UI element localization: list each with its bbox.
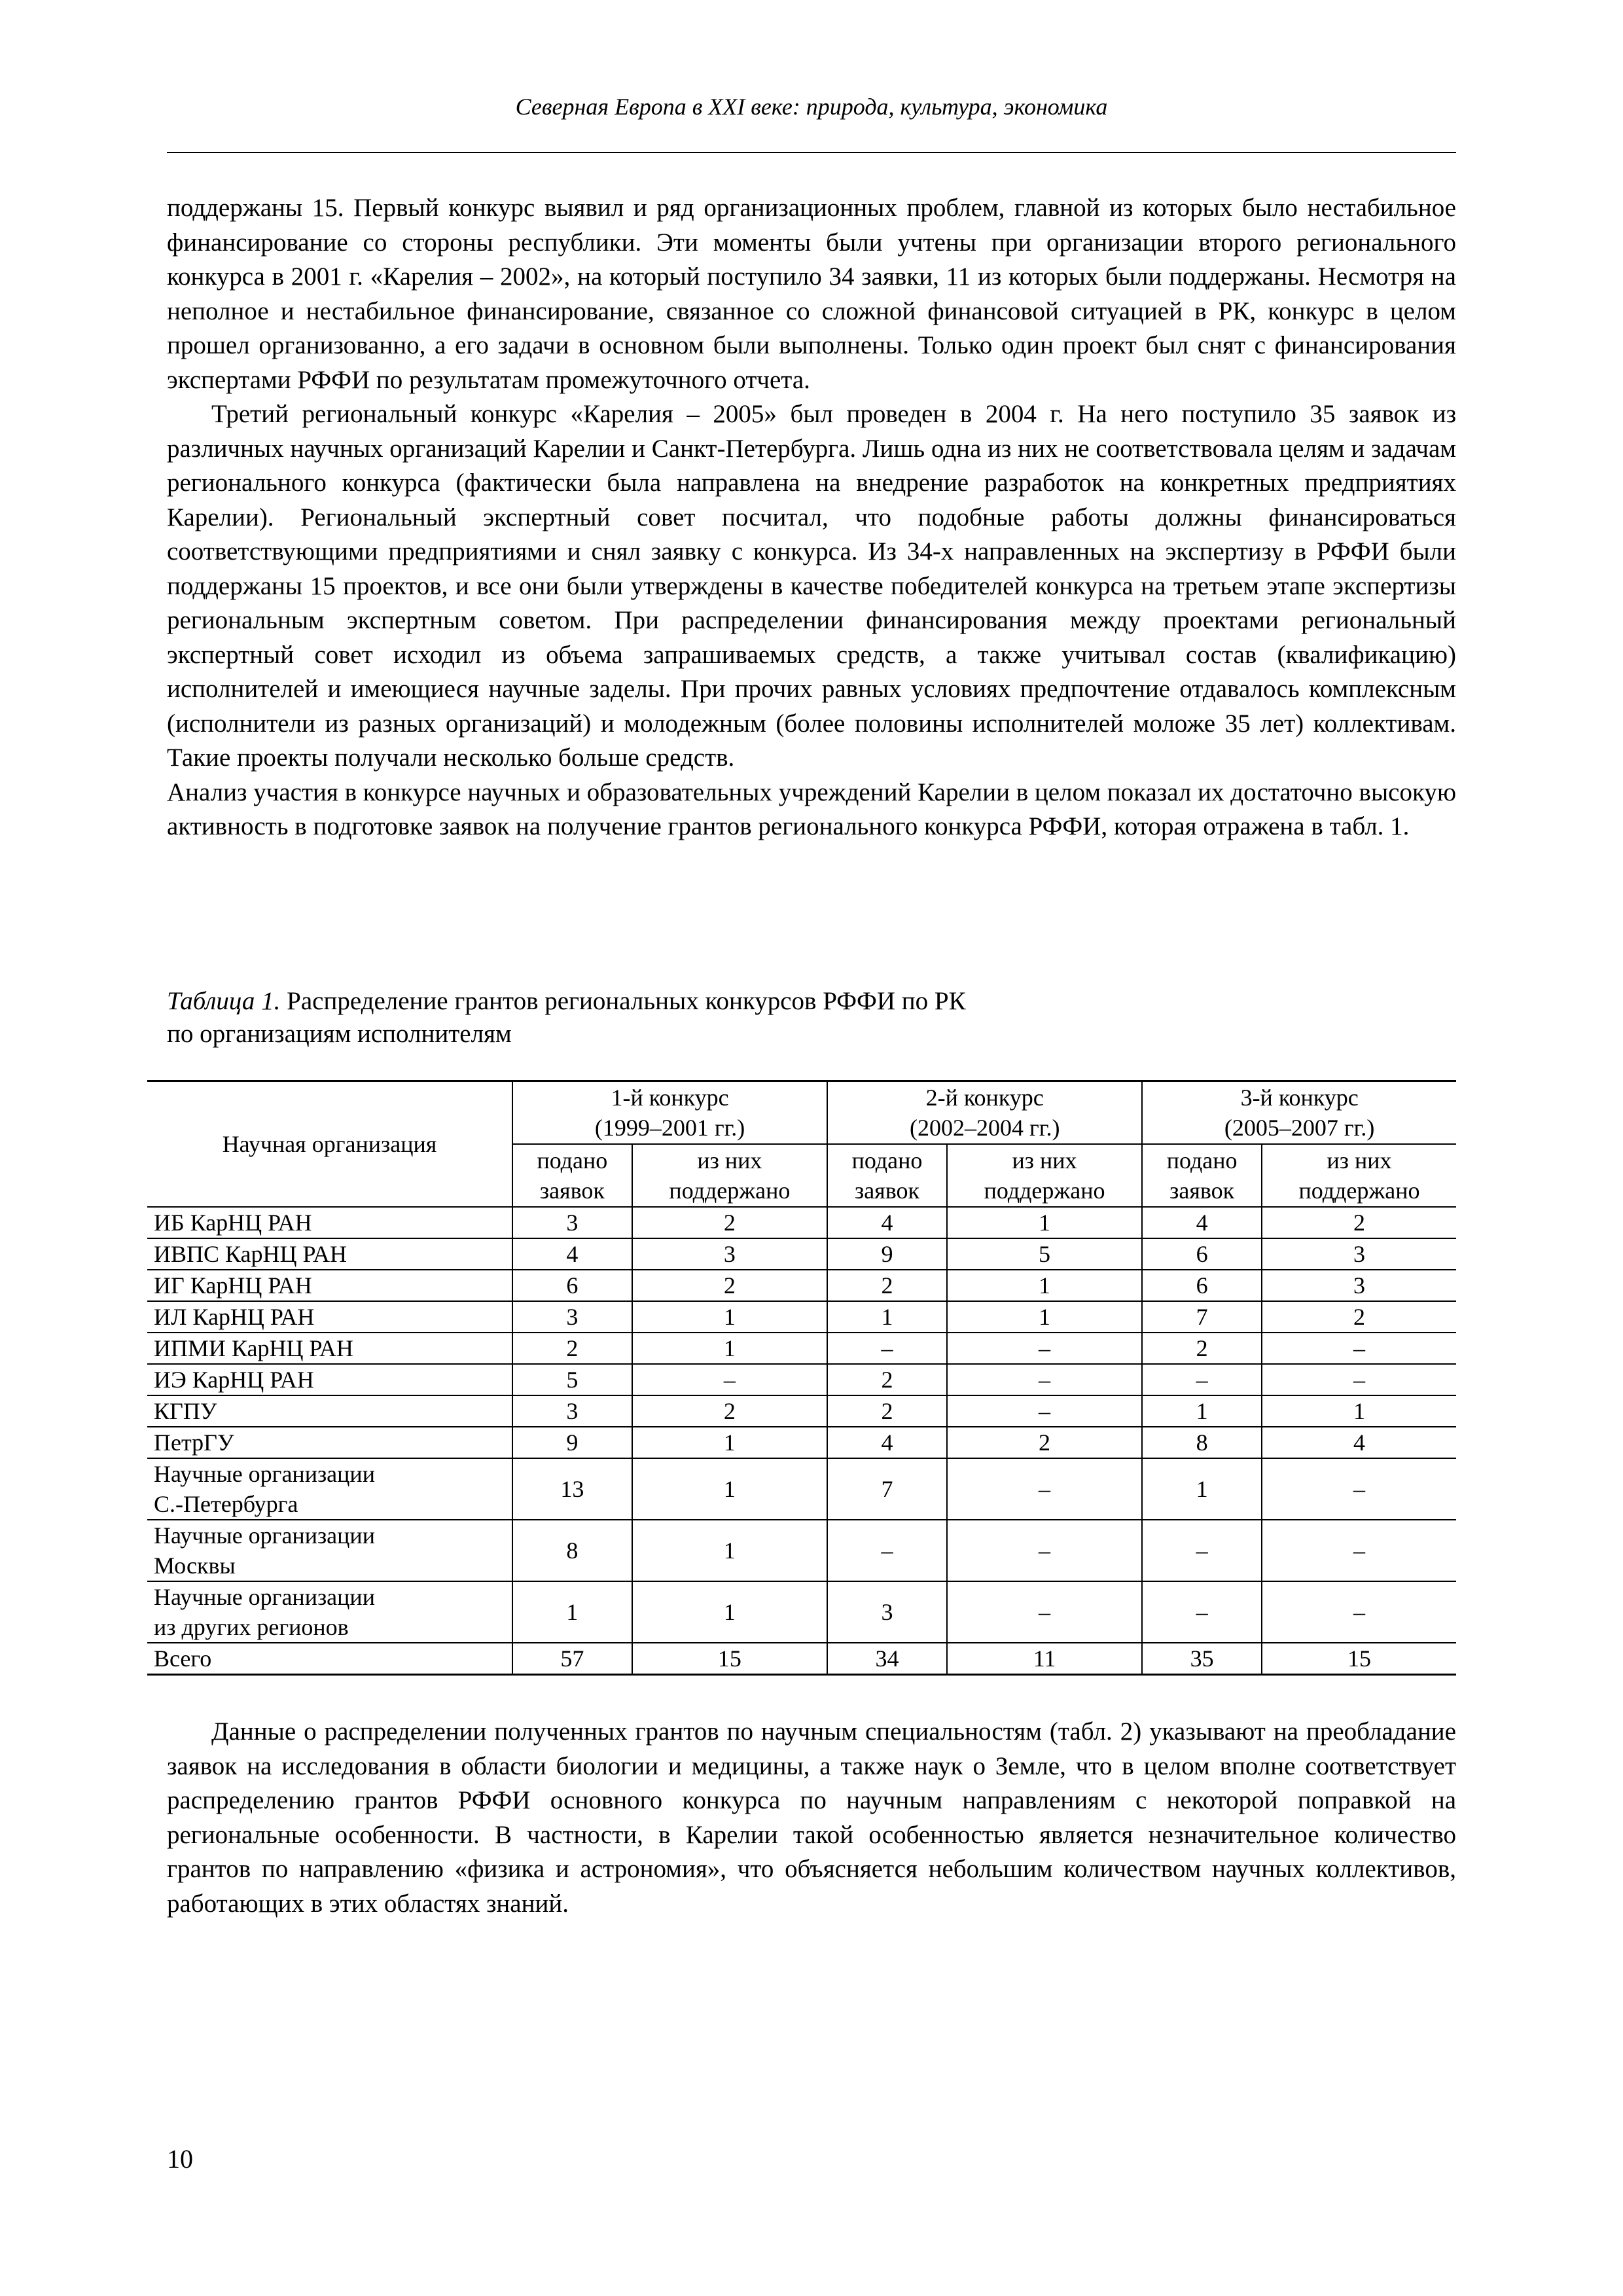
org-cell: Научные организации С.-Петербурга <box>147 1458 512 1520</box>
value-cell: – <box>1142 1581 1262 1643</box>
value-cell: 4 <box>1262 1427 1456 1458</box>
value-cell: 1 <box>632 1333 827 1364</box>
value-cell: 6 <box>512 1270 632 1301</box>
table-row <box>147 1364 1456 1395</box>
table-caption-label: Таблица 1. <box>167 987 281 1015</box>
value-cell: – <box>947 1458 1142 1520</box>
table-row <box>147 1520 1456 1581</box>
value-cell: 2 <box>827 1270 947 1301</box>
paragraph-4: Данные о распределении полученных грантов по научным специальностям (табл. 2) указывают на преобладание заявок на исследования в области биологии и медицины, а также наук о Земле, что в целом вполне соответствует распределению грантов РФФИ основного конкурса по научным направлениям с некоторой поправкой на региональные особенности. В частности, в Карелии такой особенностью является незначительное количество грантов по направлению «физика и астрономия», что объясняется небольшим количеством научных коллективов, работающих в этих областях знаний. <box>167 1717 1456 1918</box>
value-cell: – <box>1142 1364 1262 1395</box>
value-cell: 1 <box>632 1581 827 1643</box>
table-caption-text-2: по организациям исполнителям <box>167 1020 512 1048</box>
table-caption-text: Распределение грантов региональных конкурсов РФФИ по РК <box>287 987 966 1015</box>
value-cell: 2 <box>827 1395 947 1427</box>
value-cell: 7 <box>1142 1301 1262 1333</box>
paragraph-2: Третий региональный конкурс «Карелия – 2005» был проведен в 2004 г. На него поступило 35 заявок из различных научных организаций Карелии и Санкт-Петербурга. Лишь одна из них не соответствовала целям и задачам регионального конкурса (фактически была направлена на внедрение разработок на конкретных предприятиях Карелии). Региональный экспертный совет посчитал, что подобные работы должны финансироваться соответствующими предприятиями и снял заявку с конкурса. Из 34-х направленных на экспертизу в РФФИ были поддержаны 15 проектов, и все они были утверждены в качестве победителей конкурса на третьем этапе экспертизы региональным экспертным советом. При распределении финансирования между проектами региональный экспертный совет исходил из объема запрашиваемых средств, а также учитывал состав (квалификацию) исполнителей и имеющиеся научные заделы. При прочих равных условиях предпочтение отдавалось комплексным (исполнители из разных организаций) и молодежным (более половины исполнителей моложе 35 лет) коллективам. Такие проекты получали несколько больше средств. <box>167 400 1456 772</box>
org-cell: Научные организации Москвы <box>147 1520 512 1581</box>
value-cell: 1 <box>947 1301 1142 1333</box>
submitted-header: подано заявок <box>1142 1144 1262 1207</box>
value-cell: 7 <box>827 1458 947 1520</box>
org-cell: ИЭ КарНЦ РАН <box>147 1364 512 1395</box>
body-text-top <box>167 191 1456 844</box>
value-cell: 2 <box>1262 1207 1456 1238</box>
table-row <box>147 1333 1456 1364</box>
value-cell: – <box>947 1333 1142 1364</box>
total-row <box>147 1643 1456 1675</box>
value-cell: – <box>632 1364 827 1395</box>
value-cell: – <box>827 1333 947 1364</box>
org-cell: КГПУ <box>147 1395 512 1427</box>
value-cell: 2 <box>1262 1301 1456 1333</box>
org-cell: Научные организации из других регионов <box>147 1581 512 1643</box>
value-cell: 6 <box>1142 1238 1262 1270</box>
value-cell: 5 <box>947 1238 1142 1270</box>
value-cell: 2 <box>827 1364 947 1395</box>
table-row <box>147 1270 1456 1301</box>
value-cell: – <box>947 1581 1142 1643</box>
table-caption <box>167 985 1456 1050</box>
header-divider <box>167 152 1456 153</box>
value-cell: 4 <box>827 1427 947 1458</box>
total-value-cell: 15 <box>632 1643 827 1675</box>
value-cell: 3 <box>512 1207 632 1238</box>
contest-1-header: 1-й конкурс (1999–2001 гг.) <box>512 1081 827 1144</box>
value-cell: 2 <box>632 1207 827 1238</box>
org-cell: ИГ КарНЦ РАН <box>147 1270 512 1301</box>
total-label: Всего <box>147 1643 512 1675</box>
value-cell: 3 <box>512 1301 632 1333</box>
value-cell: 2 <box>1142 1333 1262 1364</box>
body-text-bottom <box>167 1715 1456 1921</box>
value-cell: 2 <box>947 1427 1142 1458</box>
paragraph-3: Анализ участия в конкурсе научных и образовательных учреждений Карелии в целом показал их достаточно высокую активность в подготовке заявок на получение грантов регионального конкурса РФФИ, которая отражена в табл. 1. <box>167 778 1456 840</box>
submitted-header: подано заявок <box>512 1144 632 1207</box>
paragraph-1: поддержаны 15. Первый конкурс выявил и ряд организационных проблем, главной из которых было нестабильное финансирование со стороны республики. Эти моменты были учтены при организации второго регионального конкурса в 2001 г. «Карелия – 2002», на который поступило 34 заявки, 11 из которых были поддержаны. Несмотря на неполное и нестабильное финансирование, связанное со сложной финансовой ситуацией в РК, конкурс в целом прошел организованно, а его задачи в основном были выполнены. Только один проект был снят с финансирования экспертами РФФИ по результатам промежуточного отчета. <box>167 194 1456 394</box>
value-cell: 1 <box>827 1301 947 1333</box>
value-cell: – <box>947 1395 1142 1427</box>
value-cell: 4 <box>512 1238 632 1270</box>
value-cell: 3 <box>827 1581 947 1643</box>
value-cell: 1 <box>947 1270 1142 1301</box>
org-cell: ПетрГУ <box>147 1427 512 1458</box>
value-cell: 1 <box>632 1520 827 1581</box>
value-cell: 3 <box>512 1395 632 1427</box>
org-cell: ИБ КарНЦ РАН <box>147 1207 512 1238</box>
value-cell: 1 <box>512 1581 632 1643</box>
value-cell: 8 <box>1142 1427 1262 1458</box>
supported-header: из них поддержано <box>632 1144 827 1207</box>
value-cell: – <box>1262 1364 1456 1395</box>
value-cell: 2 <box>632 1395 827 1427</box>
table-row <box>147 1207 1456 1238</box>
value-cell: 2 <box>512 1333 632 1364</box>
value-cell: 6 <box>1142 1270 1262 1301</box>
submitted-header: подано заявок <box>827 1144 947 1207</box>
value-cell: 8 <box>512 1520 632 1581</box>
value-cell: 3 <box>1262 1238 1456 1270</box>
value-cell: 1 <box>1142 1458 1262 1520</box>
grants-table <box>147 1080 1456 1676</box>
table-row <box>147 1301 1456 1333</box>
supported-header: из них поддержано <box>1262 1144 1456 1207</box>
org-column-header: Научная организация <box>147 1081 512 1207</box>
page-number: 10 <box>167 2144 193 2174</box>
value-cell: – <box>827 1520 947 1581</box>
value-cell: 4 <box>1142 1207 1262 1238</box>
value-cell: – <box>947 1364 1142 1395</box>
total-value-cell: 35 <box>1142 1643 1262 1675</box>
value-cell: 1 <box>1142 1395 1262 1427</box>
value-cell: – <box>947 1520 1142 1581</box>
table-row <box>147 1238 1456 1270</box>
value-cell: 13 <box>512 1458 632 1520</box>
total-value-cell: 15 <box>1262 1643 1456 1675</box>
value-cell: 1 <box>632 1301 827 1333</box>
table-row <box>147 1458 1456 1520</box>
org-cell: ИВПС КарНЦ РАН <box>147 1238 512 1270</box>
contest-3-header: 3-й конкурс (2005–2007 гг.) <box>1142 1081 1456 1144</box>
org-cell: ИПМИ КарНЦ РАН <box>147 1333 512 1364</box>
value-cell: 9 <box>827 1238 947 1270</box>
contest-2-header: 2-й конкурс (2002–2004 гг.) <box>827 1081 1142 1144</box>
total-value-cell: 57 <box>512 1643 632 1675</box>
total-value-cell: 34 <box>827 1643 947 1675</box>
value-cell: 1 <box>632 1458 827 1520</box>
value-cell: 4 <box>827 1207 947 1238</box>
table-body <box>147 1207 1456 1675</box>
org-cell: ИЛ КарНЦ РАН <box>147 1301 512 1333</box>
value-cell: – <box>1262 1333 1456 1364</box>
value-cell: – <box>1262 1520 1456 1581</box>
table-row <box>147 1581 1456 1643</box>
value-cell: 5 <box>512 1364 632 1395</box>
value-cell: 3 <box>1262 1270 1456 1301</box>
value-cell: 1 <box>1262 1395 1456 1427</box>
value-cell: – <box>1142 1520 1262 1581</box>
value-cell: 9 <box>512 1427 632 1458</box>
value-cell: 3 <box>632 1238 827 1270</box>
supported-header: из них поддержано <box>947 1144 1142 1207</box>
value-cell: 1 <box>632 1427 827 1458</box>
value-cell: 1 <box>947 1207 1142 1238</box>
total-value-cell: 11 <box>947 1643 1142 1675</box>
value-cell: – <box>1262 1581 1456 1643</box>
value-cell: 2 <box>632 1270 827 1301</box>
value-cell: – <box>1262 1458 1456 1520</box>
running-header: Северная Европа в XXI веке: природа, культура, экономика <box>515 94 1108 120</box>
table-row <box>147 1395 1456 1427</box>
table-row <box>147 1427 1456 1458</box>
